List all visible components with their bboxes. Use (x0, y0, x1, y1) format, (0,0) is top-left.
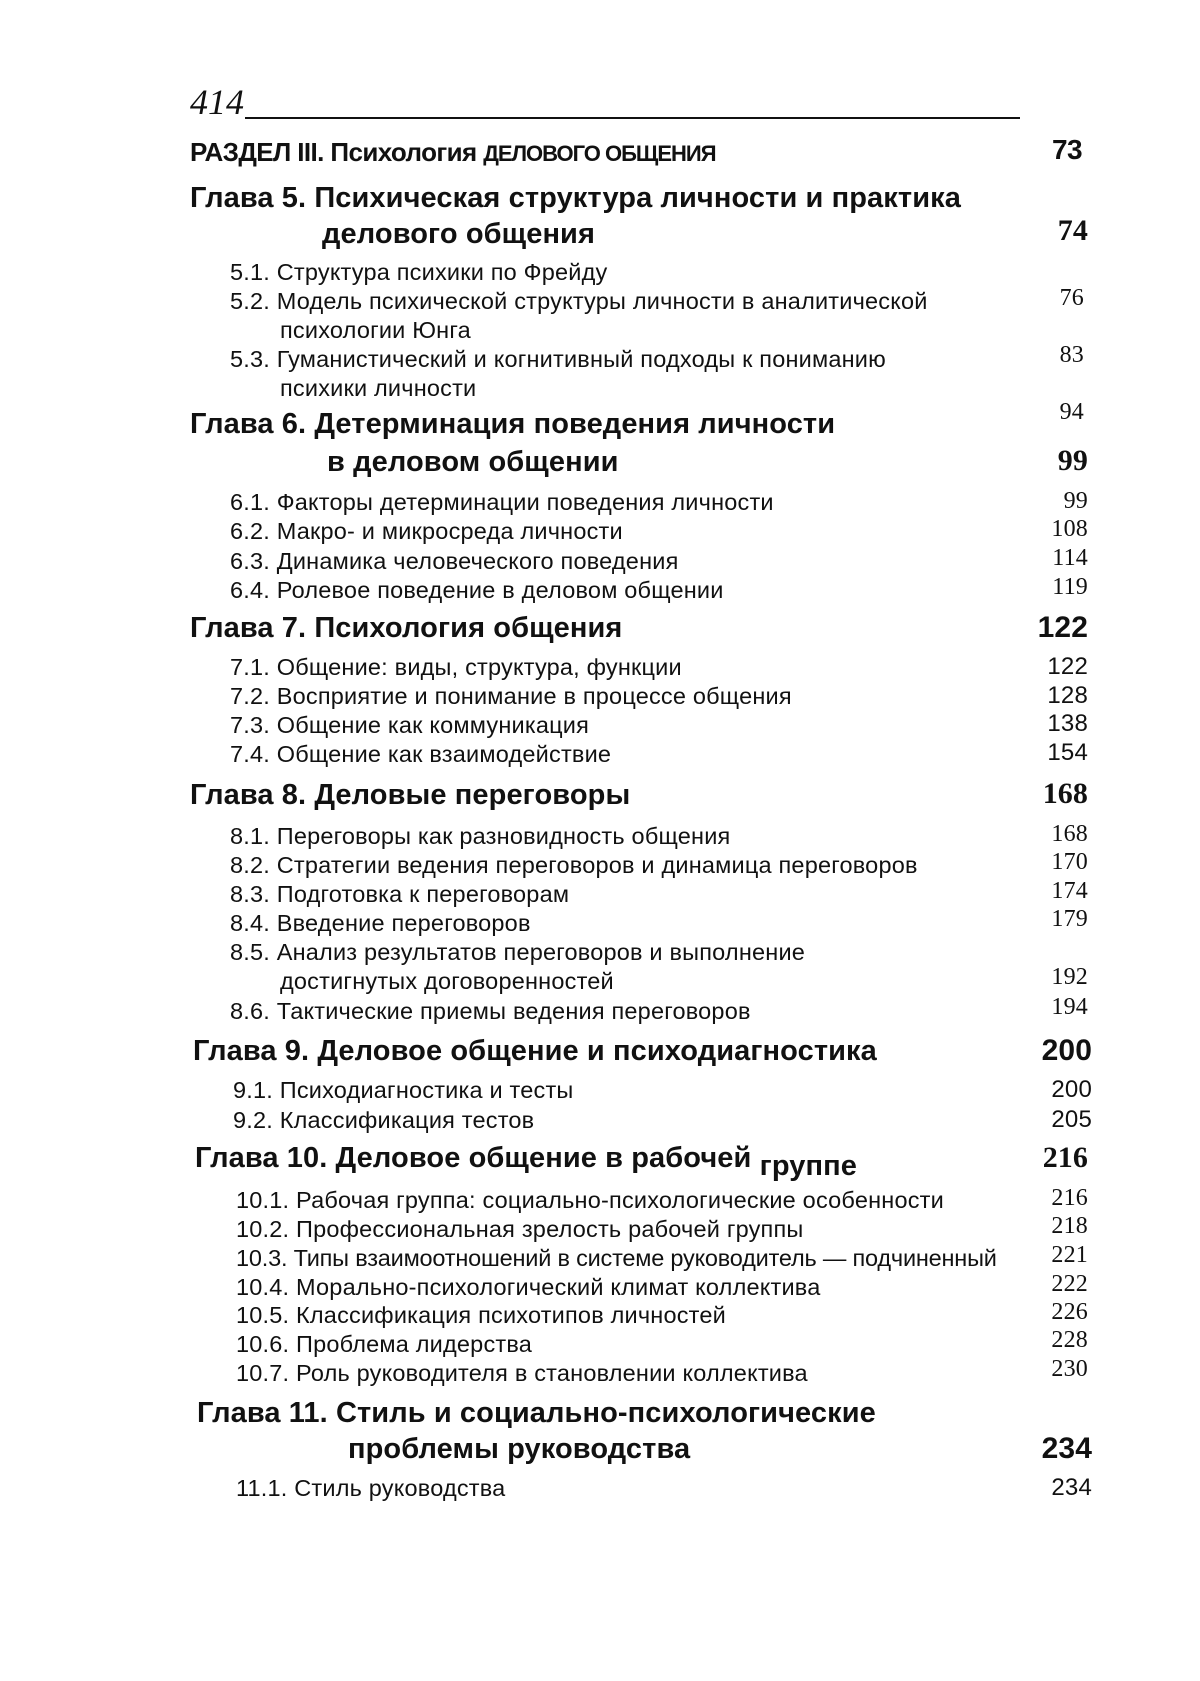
chapter-title: Глава 5. Психическая структура личности и практика (190, 182, 961, 214)
toc-item: 7.1. Общение: виды, структура, функции (230, 654, 682, 680)
toc-item-page: 114 (1052, 545, 1088, 571)
toc-item-page: 99 (1063, 488, 1088, 514)
toc-item: 10.4. Морально-психологический климат коллектива (236, 1274, 821, 1300)
section-title: Психология (330, 137, 477, 167)
toc-item-page: 234 (1051, 1474, 1092, 1501)
chapter-title-cont: в деловом общении (327, 446, 619, 478)
chapter-title: Глава 9. Деловое общение и психодиагностика (193, 1035, 877, 1067)
toc-item-page: 218 (1051, 1213, 1088, 1239)
toc-item: 10.5. Классификация психотипов личностей (236, 1302, 726, 1328)
toc-item-page: 205 (1051, 1106, 1092, 1133)
toc-item: 6.4. Ролевое поведение в деловом общении (230, 577, 724, 603)
toc-item-page: 119 (1052, 574, 1088, 600)
toc-item: 8.1. Переговоры как разновидность общения (230, 823, 731, 849)
chapter-page: 122 (1037, 611, 1088, 644)
toc-item-page: 154 (1047, 739, 1088, 766)
toc-item-page: 83 (1059, 342, 1084, 368)
toc-item-page: 138 (1047, 710, 1088, 737)
toc-item-page: 168 (1051, 821, 1088, 847)
toc-item-page: 122 (1047, 653, 1088, 680)
toc-item: 6.3. Динамика человеческого поведения (230, 548, 679, 574)
toc-item: 8.4. Введение переговоров (230, 910, 531, 936)
toc-item-page: 226 (1051, 1299, 1088, 1325)
header-rule (245, 117, 1020, 119)
toc-item: 9.1. Психодиагностика и тесты (233, 1077, 574, 1103)
chapter-title: Глава 11. Стиль и социально-психологические (197, 1397, 876, 1429)
chapter-page: 99 (1057, 444, 1088, 477)
chapter-title-main: Глава 10. Деловое общение в рабочей (195, 1142, 752, 1174)
section-title-rest: ДЕЛОВОГО ОБЩЕНИЯ (483, 141, 716, 166)
chapter-page: 216 (1042, 1141, 1088, 1174)
toc-item-page: 216 (1051, 1185, 1088, 1211)
toc-item-page: 179 (1051, 906, 1088, 932)
toc-item: 7.2. Восприятие и понимание в процессе общения (230, 683, 792, 709)
toc-item: 8.5. Анализ результатов переговоров и выполнение (230, 939, 806, 965)
toc-item: 10.3. Типы взаимоотношений в системе руководитель — подчиненный (236, 1245, 997, 1271)
toc-item-page: 108 (1051, 516, 1088, 542)
chapter-page: 74 (1057, 214, 1088, 247)
toc-item-page: 170 (1051, 849, 1088, 875)
toc-item-cont: психики личности (280, 375, 477, 401)
toc-item: 9.2. Классификация тестов (233, 1107, 535, 1133)
toc-item: 6.1. Факторы детерминации поведения личности (230, 489, 774, 515)
toc-item: 10.1. Рабочая группа: социально-психологические особенности (236, 1187, 944, 1213)
toc-item-page: 174 (1051, 878, 1088, 904)
toc-item-page: 128 (1047, 682, 1088, 709)
toc-item-page: 94 (1059, 399, 1084, 425)
toc-item: 8.2. Стратегии ведения переговоров и динамица переговоров (230, 852, 918, 878)
chapter-title: Глава 6. Детерминация поведения личности (190, 408, 836, 440)
toc-item: 10.6. Проблема лидерства (236, 1331, 533, 1357)
toc-item: 5.3. Гуманистический и когнитивный подходы к пониманию (230, 346, 886, 372)
chapter-page: 168 (1042, 777, 1088, 810)
toc-item: 6.2. Макро- и микросреда личности (230, 518, 623, 544)
toc-item: 5.1. Структура психики по Фрейду (230, 259, 608, 285)
toc-item-page: 222 (1051, 1271, 1088, 1297)
chapter-title-cont: делового общения (322, 218, 596, 250)
toc-item-page: 221 (1051, 1242, 1088, 1268)
toc-item: 10.7. Роль руководителя в становлении коллектива (236, 1360, 808, 1386)
toc-item-page: 228 (1051, 1327, 1088, 1353)
toc-item-page: 194 (1051, 994, 1088, 1020)
chapter-title-tail: группе (759, 1150, 857, 1182)
chapter-page: 234 (1041, 1432, 1092, 1465)
toc-item: 8.6. Тактические приемы ведения переговоров (230, 998, 751, 1024)
toc-item-page: 192 (1051, 964, 1088, 990)
chapter-title: Глава 8. Деловые переговоры (190, 779, 631, 811)
section-page: 73 (1052, 134, 1082, 165)
toc-item-page: 76 (1059, 285, 1084, 311)
toc-item-page: 230 (1051, 1356, 1088, 1382)
toc-item: 10.2. Профессиональная зрелость рабочей группы (236, 1216, 804, 1242)
toc-item: 5.2. Модель психической структуры личности в аналитической (230, 288, 928, 314)
toc-item: 11.1. Стиль руководства (236, 1475, 506, 1501)
chapter-title-cont: проблемы руководства (348, 1433, 691, 1465)
toc-item: 7.4. Общение как взаимодействие (230, 741, 612, 767)
section-prefix: РАЗДЕЛ III. (190, 137, 324, 167)
toc-item-cont: достигнутых договоренностей (280, 968, 614, 994)
toc-item: 7.3. Общение как коммуникация (230, 712, 590, 738)
chapter-title (195, 1142, 857, 1182)
page-number: 414 (190, 82, 244, 122)
toc-item-page: 200 (1051, 1076, 1092, 1103)
chapter-title: Глава 7. Психология общения (190, 612, 623, 644)
toc-item: 8.3. Подготовка к переговорам (230, 881, 570, 907)
toc-item-cont: психологии Юнга (280, 317, 471, 343)
chapter-page: 200 (1041, 1034, 1092, 1067)
section-heading (190, 137, 716, 168)
